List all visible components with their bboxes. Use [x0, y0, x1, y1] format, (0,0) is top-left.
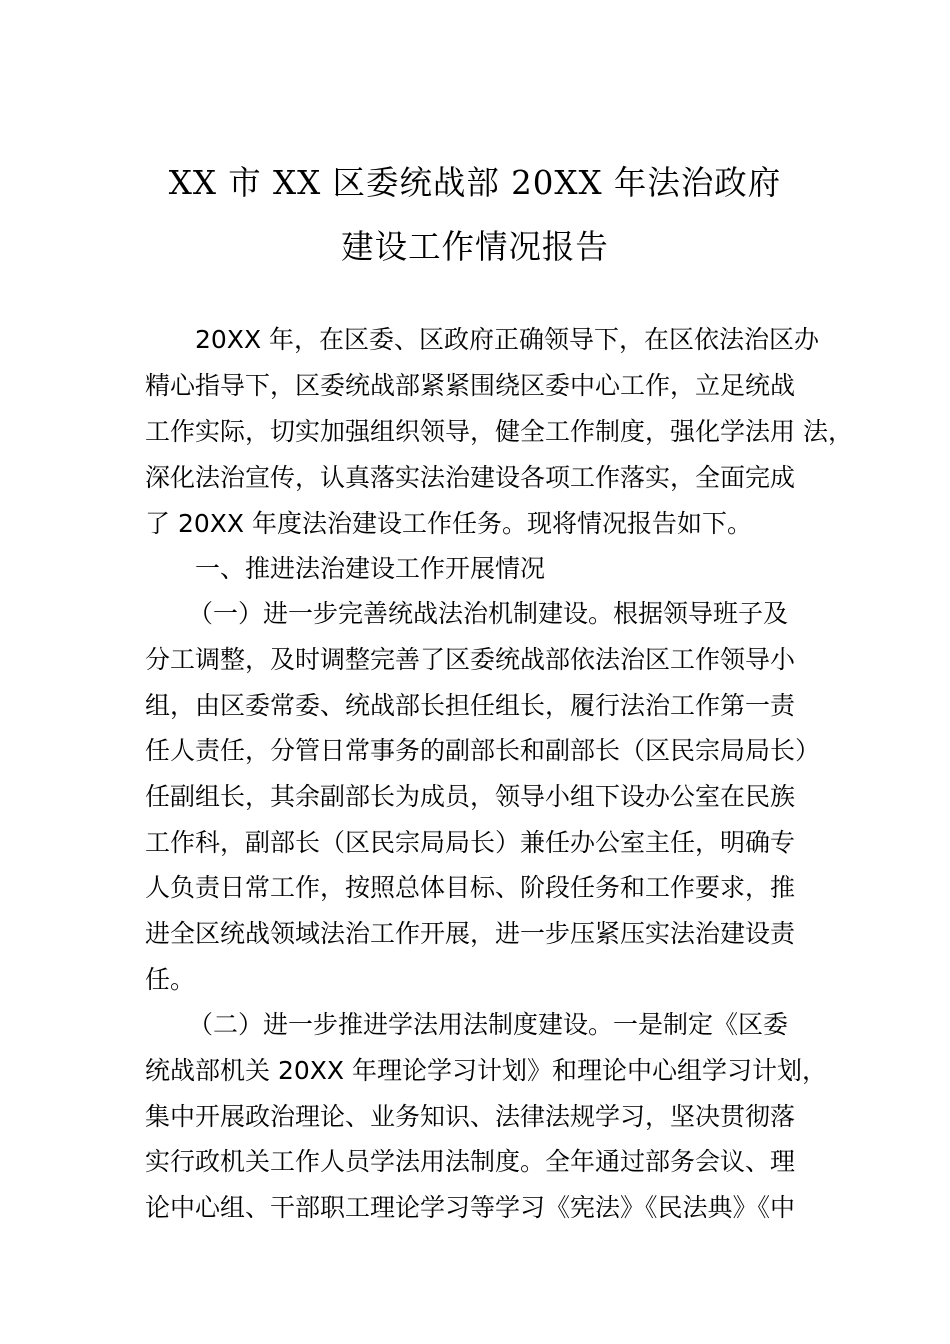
paragraph-2-line-6: 工作科，副部长（区民宗局局长）兼任办公室主任，明确专 [145, 828, 796, 857]
paragraph-2-line-5: 任副组长，其余副部长为成员，领导小组下设办公室在民族 [145, 782, 796, 811]
paragraph-3-line-3: 集中开展政治理论、业务知识、法律法规学习，坚决贯彻落 [145, 1102, 796, 1131]
section-heading-1: 一、推进法治建设工作开展情况 [195, 554, 546, 583]
paragraph-3-line-1: （二）进一步推进学法用法制度建设。一是制定《区委 [188, 1010, 789, 1039]
paragraph-1-line-2: 精心指导下，区委统战部紧紧围绕区委中心工作，立足统战 [145, 371, 796, 400]
paragraph-3-line-4: 实行政机关工作人员学法用法制度。全年通过部务会议、理 [145, 1147, 796, 1176]
paragraph-2-line-2: 分工调整，及时调整完善了区委统战部依法治区工作领导小 [145, 645, 796, 674]
paragraph-3-line-2: 统战部机关 20XX 年理论学习计划》和理论中心组学习计划， [145, 1056, 827, 1085]
paragraph-2-line-4: 任人责任，分管日常事务的副部长和副部长（区民宗局局长） [145, 736, 821, 765]
paragraph-1-line-5: 了 20XX 年度法治建设工作任务。现将情况报告如下。 [145, 509, 752, 538]
paragraph-1-line-3: 工作实际，切实加强组织领导，健全工作制度，强化学法用 法， [145, 417, 853, 446]
paragraph-2-line-9: 任。 [145, 965, 196, 994]
paragraph-1-line-4: 深化法治宣传，认真落实法治建设各项工作落实，全面完成 [145, 463, 796, 492]
paragraph-3-line-5: 论中心组、干部职工理论学习等学习《宪法》《民法典》《中 [145, 1193, 796, 1222]
document-title-line-1: XX 市 XX 区委统战部 20XX 年法治政府 [168, 163, 782, 202]
paragraph-2-line-3: 组，由区委常委、统战部长担任组长，履行法治工作第一责 [145, 691, 796, 720]
paragraph-2-line-1: （一）进一步完善统战法治机制建设。根据领导班子及 [188, 599, 789, 628]
paragraph-2-line-7: 人负责日常工作，按照总体目标、阶段任务和工作要求，推 [145, 873, 796, 902]
paragraph-2-line-8: 进全区统战领域法治工作开展，进一步压紧压实法治建设责 [145, 919, 796, 948]
document-title-line-2: 建设工作情况报告 [341, 227, 609, 266]
paragraph-1-line-1: 20XX 年，在区委、区政府正确领导下，在区依法治区办 [195, 325, 820, 354]
